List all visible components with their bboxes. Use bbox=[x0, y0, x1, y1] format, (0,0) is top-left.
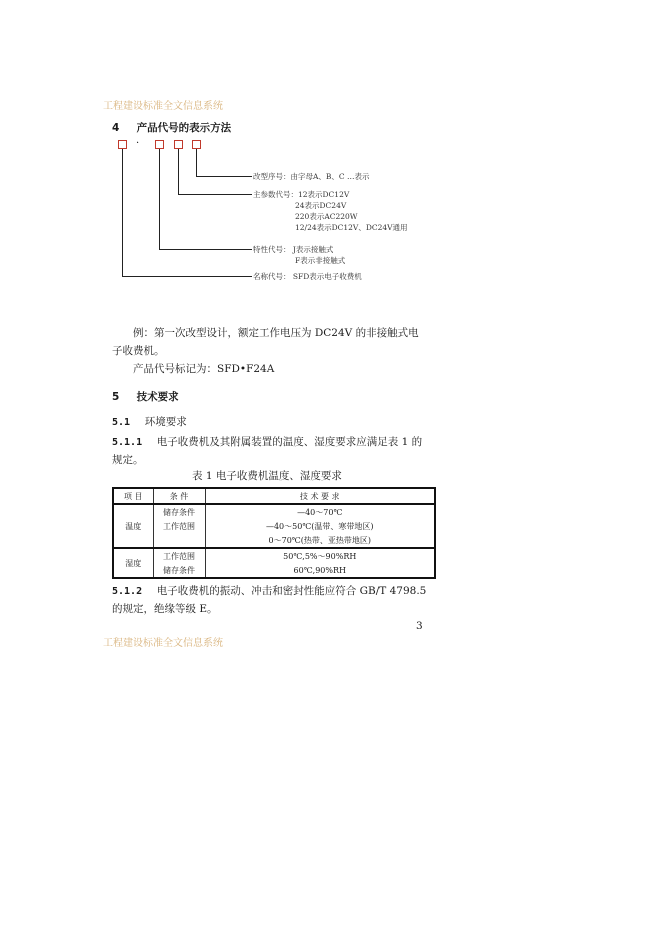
connector-main-v bbox=[178, 149, 179, 194]
table-cell-condition: 储存条件 bbox=[153, 563, 205, 578]
table-cell-requirement: 50℃,5%～90%RH bbox=[205, 548, 435, 563]
code-box-main-param bbox=[174, 140, 183, 149]
label-name: 名称代号： SFD表示电子收费机 bbox=[253, 272, 362, 281]
table-cell-condition bbox=[153, 533, 205, 548]
page-number: 3 bbox=[416, 620, 423, 632]
clause-number: 5.1.2 bbox=[112, 586, 143, 597]
label-revision: 改型序号：由字母A、B、C …表示 bbox=[253, 172, 370, 181]
table-1-caption: 表 1 电子收费机温度、湿度要求 bbox=[192, 470, 342, 482]
table-cell-condition: 储存条件 bbox=[153, 504, 205, 519]
temperature-label: 温度 bbox=[113, 504, 153, 548]
connector-main-h bbox=[178, 194, 252, 195]
section-5-heading bbox=[112, 389, 179, 404]
clause-number: 5.1.1 bbox=[112, 437, 143, 448]
table-header-item: 项 目 bbox=[113, 488, 153, 504]
watermark-top: 工程建设标准全文信息系统 bbox=[103, 101, 223, 112]
section-number: 4 bbox=[112, 122, 120, 134]
clause-5-1-2-line-2: 的规定，绝缘等级 E。 bbox=[112, 603, 218, 615]
example-line-3: 产品代号标记为：SFD•F24A bbox=[133, 363, 275, 375]
section-title: 技术要求 bbox=[136, 391, 179, 403]
label-feature-2: F表示非接触式 bbox=[295, 256, 346, 265]
table-row bbox=[113, 548, 435, 563]
subsection-number: 5.1 bbox=[112, 417, 131, 428]
label-main-param-2: 24表示DC24V bbox=[295, 201, 347, 210]
table-cell-requirement: —40～70℃ bbox=[205, 504, 435, 519]
label-main-param: 主参数代号：12表示DC12V bbox=[253, 190, 350, 199]
connector-name-h bbox=[122, 276, 252, 277]
example-line-1: 例：第一次改型设计，额定工作电压为 DC24V 的非接触式电 bbox=[133, 327, 419, 339]
subsection-title: 环境要求 bbox=[144, 416, 187, 428]
watermark-bottom: 工程建设标准全文信息系统 bbox=[103, 638, 223, 649]
clause-5-1-1-line-1 bbox=[112, 434, 422, 449]
connector-feature-v bbox=[159, 149, 160, 249]
table-cell-condition: 工作范围 bbox=[153, 548, 205, 563]
connector-feature-h bbox=[159, 249, 252, 250]
label-main-param-3: 220表示AC220W bbox=[295, 212, 358, 221]
clause-text: 电子收费机的振动、冲击和密封性能应符合 GB/T 4798.5 bbox=[156, 585, 427, 597]
clause-text: 电子收费机及其附属装置的温度、湿度要求应满足表 1 的 bbox=[156, 436, 423, 448]
clause-5-1-2-line-1 bbox=[112, 583, 426, 598]
connector-revision-v bbox=[196, 149, 197, 176]
subsection-5-1 bbox=[112, 414, 187, 429]
humidity-label: 湿度 bbox=[113, 548, 153, 578]
table-cell-requirement: 60℃,90%RH bbox=[205, 563, 435, 578]
connector-name-v bbox=[122, 149, 123, 276]
table-1 bbox=[112, 487, 436, 579]
table-cell-requirement: 0～70℃(热带、亚热带地区) bbox=[205, 533, 435, 548]
table-cell-condition: 工作范围 bbox=[153, 519, 205, 533]
code-box-feature bbox=[155, 140, 164, 149]
table-header-row bbox=[113, 488, 435, 504]
section-4-heading bbox=[112, 120, 231, 135]
code-separator: · bbox=[136, 138, 140, 149]
table-row bbox=[113, 533, 435, 548]
clause-5-1-1-line-2: 规定。 bbox=[112, 454, 144, 466]
table-row bbox=[113, 504, 435, 519]
table-header-requirement: 技 术 要 求 bbox=[205, 488, 435, 504]
connector-revision-h bbox=[196, 176, 252, 177]
section-number: 5 bbox=[112, 391, 120, 403]
code-box-name bbox=[118, 140, 127, 149]
table-row bbox=[113, 563, 435, 578]
section-title: 产品代号的表示方法 bbox=[136, 122, 232, 134]
label-feature: 特性代号： J表示接触式 bbox=[253, 245, 334, 254]
code-box-revision bbox=[192, 140, 201, 149]
example-line-2: 子收费机。 bbox=[112, 345, 165, 357]
label-main-param-4: 12/24表示DC12V、DC24V通用 bbox=[295, 223, 408, 232]
table-header-condition: 条 件 bbox=[153, 488, 205, 504]
table-cell-requirement: —40～50℃(温带、寒带地区) bbox=[205, 519, 435, 533]
table-row bbox=[113, 519, 435, 533]
